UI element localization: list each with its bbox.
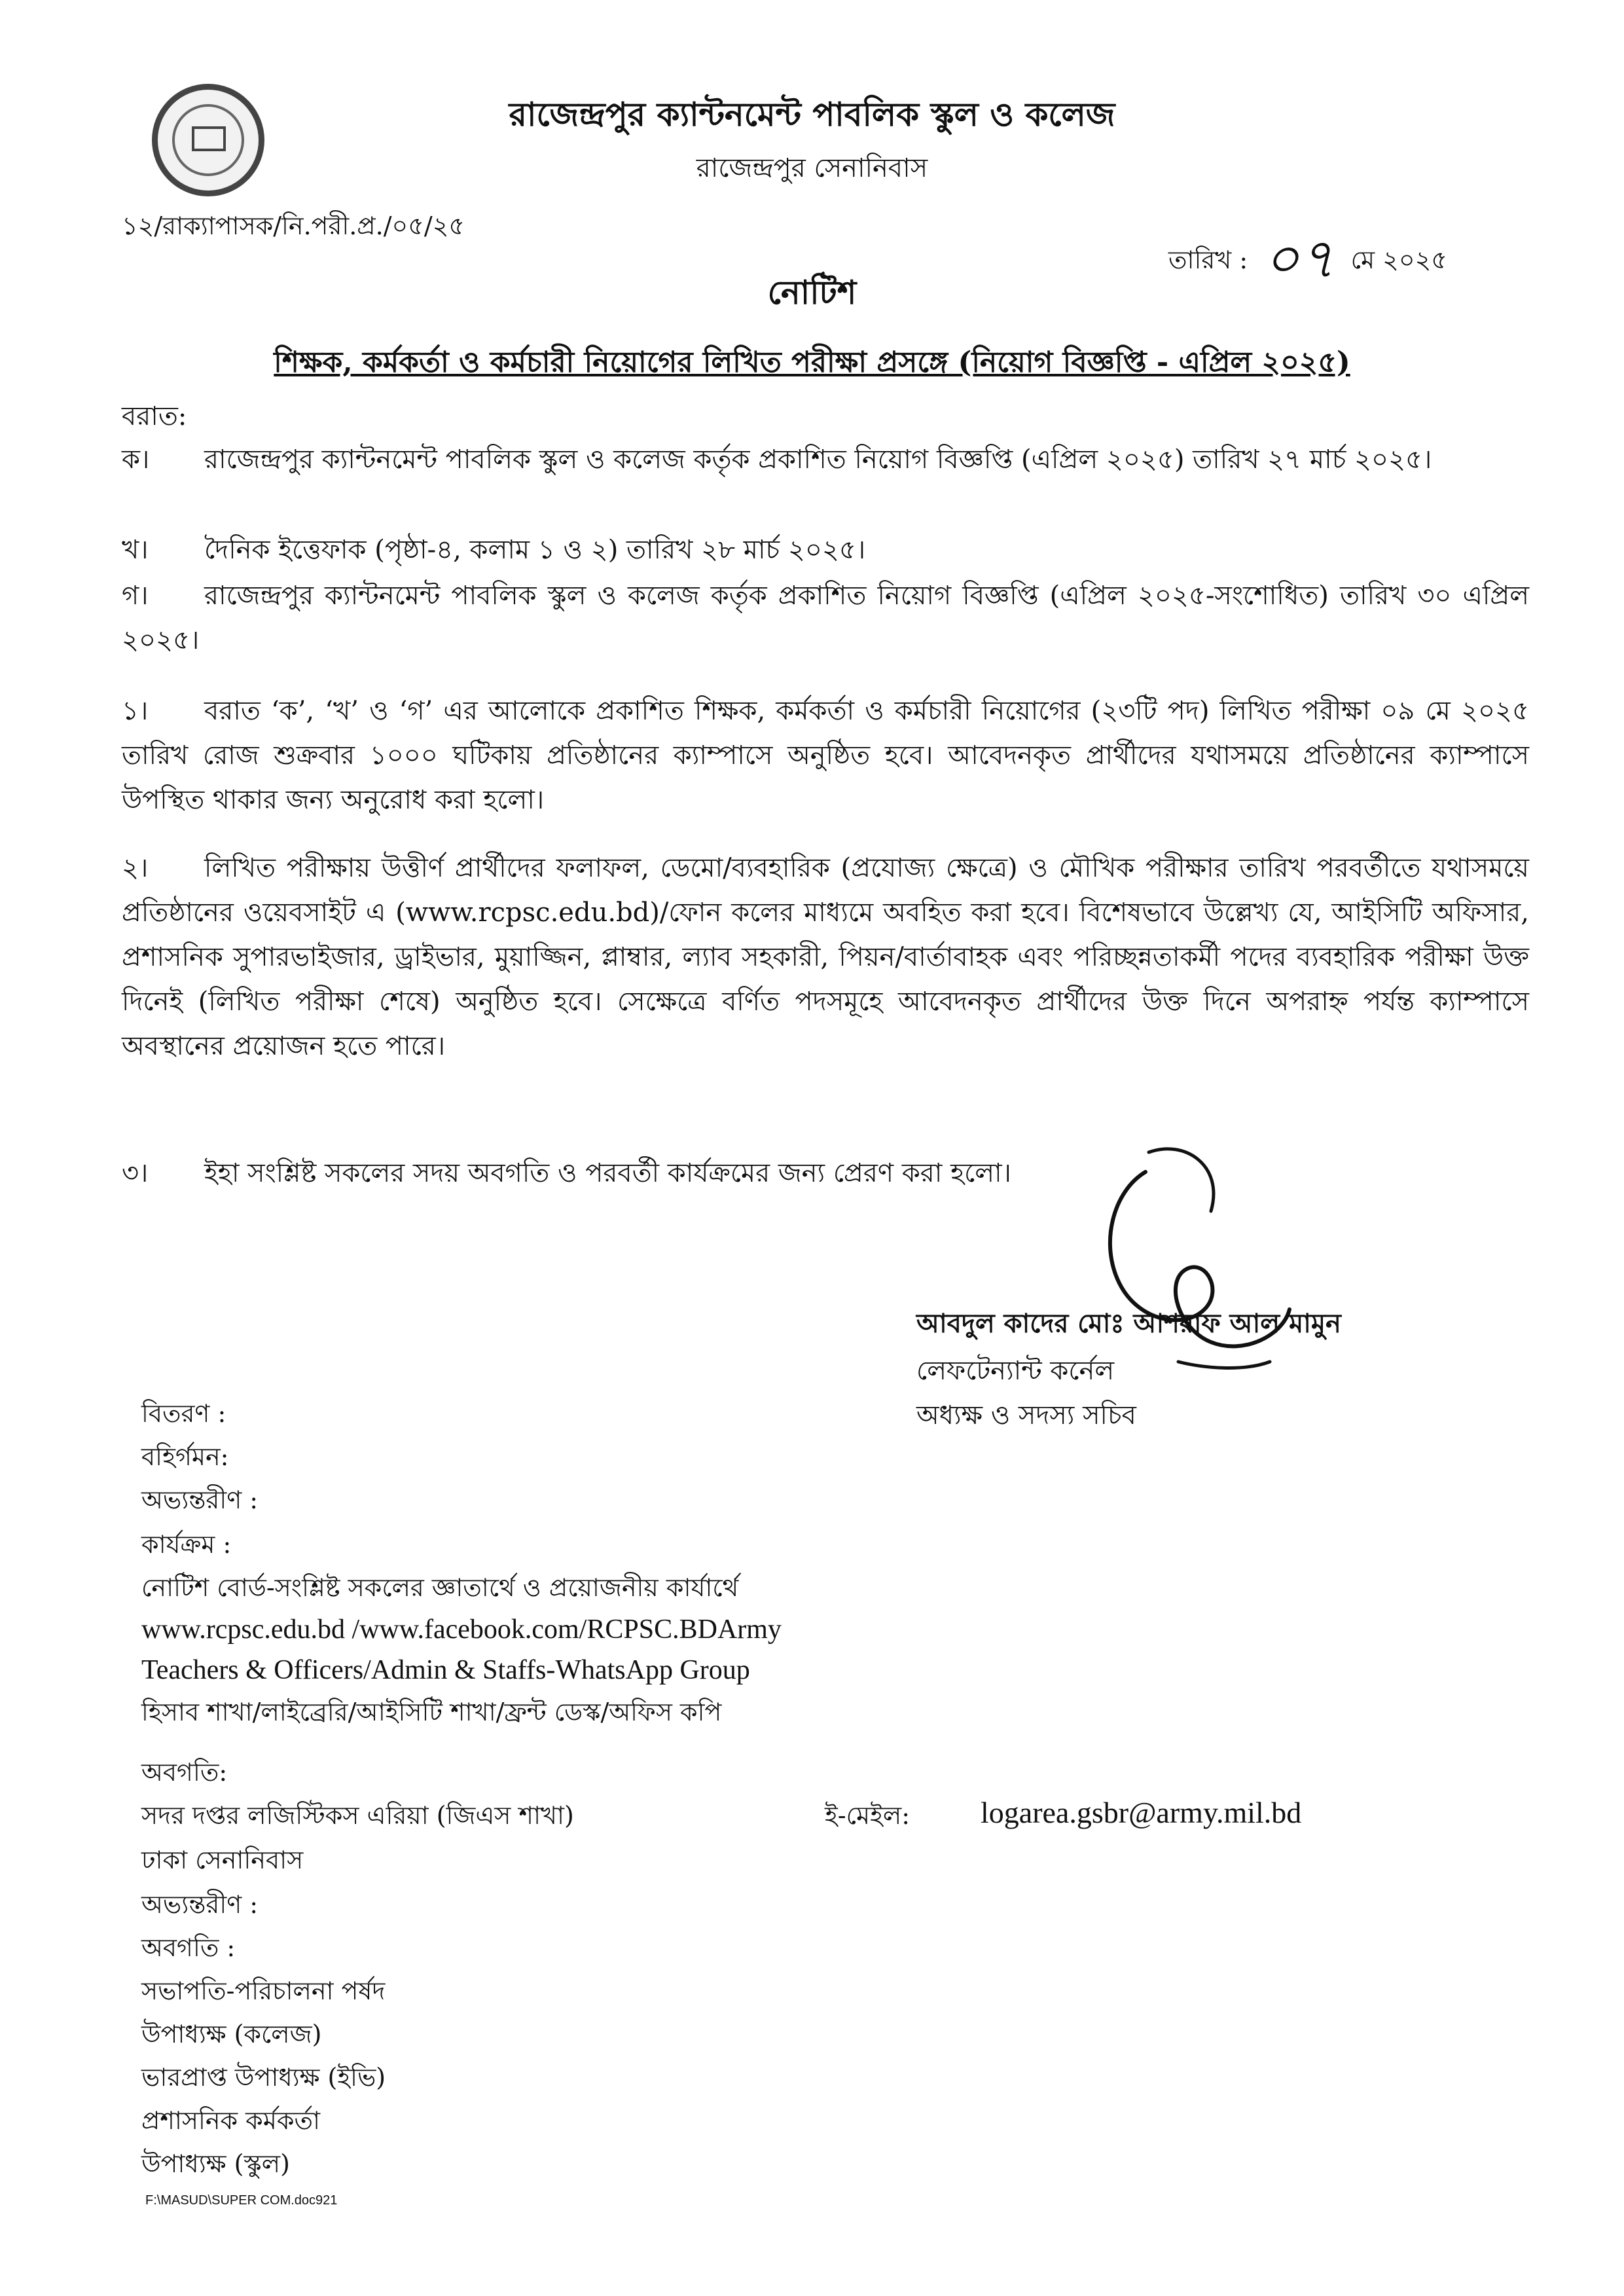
references-label: বরাত: (122, 401, 187, 431)
action-item: হিসাব শাখা/লাইব্রেরি/আইসিটি শাখা/ফ্রন্ট ডেস্ক/অফিস কপি (141, 1698, 722, 1726)
notice-subject: শিক্ষক, কর্মকর্তা ও কর্মচারী নিয়োগের লিখিত পরীক্ষা প্রসঙ্গে (নিয়োগ বিজ্ঞপ্তি - এপ্রিল ২০২৫) (274, 346, 1350, 379)
distribution-external: বহির্গমন: (141, 1442, 229, 1471)
info-item: সদর দপ্তর লজিস্টিকস এরিয়া (জিএস শাখা) (141, 1801, 574, 1830)
reference-number: ১২/রাক্যাপাসক/নি.পরী.প্র./০৫/২৫ (122, 211, 465, 240)
handwritten-signature (1074, 1113, 1322, 1388)
paragraph-marker: ২। (122, 853, 149, 883)
file-path-footer: F:\MASUD\SUPER COM.doc921 (145, 2193, 338, 2208)
reference-marker: গ। (122, 581, 149, 611)
info-item: সভাপতি-পরিচালনা পর্ষদ (141, 1977, 386, 2005)
info-item: ঢাকা সেনানিবাস (141, 1846, 304, 1874)
paragraph-text: বরাত ‘ক’, ‘খ’ ও ‘গ’ এর আলোকে প্রকাশিত শিক্ষক, কর্মকর্তা ও কর্মচারী নিয়োগের (২৩টি পদ) লিখিত পরীক্ষা ০৯ মে ২০২৫ তারিখ রোজ শুক্রবার ১০০০ ঘটিকায় প্রতিষ্ঠানের ক্যাম্পাসে অনুষ্ঠিত হবে। আবেদনকৃত প্রার্থীদের যথাসময়ে প্রতিষ্ঠানের ক্যাম্পাসে উপস্থিত থাকার জন্য অনুরোধ করা হলো। (122, 696, 1529, 815)
internal-label: অভ্যন্তরীণ : (141, 1890, 259, 1919)
info-item: উপাধ্যক্ষ (কলেজ) (141, 2020, 322, 2049)
action-item: Teachers & Officers/Admin & Staffs-WhatsApp Group (141, 1655, 750, 1685)
notice-title: নোটিশ (767, 273, 857, 312)
email-address: logarea.gsbr@army.mil.bd (981, 1796, 1302, 1829)
info-item: উপাধ্যক্ষ (স্কুল) (141, 2149, 290, 2178)
date-month-year: মে ২০২৫ (1350, 246, 1447, 274)
signatory-name: আবদুল কাদের মোঃ আশরাফ আল মামুন (916, 1308, 1341, 1339)
paragraph-marker: ৩। (122, 1158, 149, 1188)
distribution-action-label: কার্যক্রম : (141, 1530, 232, 1559)
reference-text: রাজেন্দ্রপুর ক্যান্টনমেন্ট পাবলিক স্কুল ও কলেজ কর্তৃক প্রকাশিত নিয়োগ বিজ্ঞপ্তি (এপ্রিল ২০২৫-সংশোধিত) তারিখ ৩০ এপ্রিল ২০২৫। (122, 581, 1529, 655)
reference-item (122, 574, 1529, 663)
date-label: তারিখ : (1168, 246, 1248, 274)
institution-location: রাজেন্দ্রপুর সেনানিবাস (696, 153, 928, 183)
reference-item (122, 437, 1529, 482)
action-item: নোটিশ বোর্ড-সংশ্লিষ্ট সকলের জ্ঞাতার্থে ও প্রয়োজনীয় কার্যার্থে (141, 1573, 739, 1602)
email-label: ই-মেইল: (825, 1801, 911, 1830)
info-item: ভারপ্রাপ্ত উপাধ্যক্ষ (ইভি) (141, 2063, 386, 2092)
info-label: অবগতি: (141, 1758, 228, 1787)
paragraph-text: লিখিত পরীক্ষায় উত্তীর্ণ প্রার্থীদের ফলাফল, ডেমো/ব্যবহারিক (প্রযোজ্য ক্ষেত্রে) ও মৌখিক পরীক্ষার তারিখ পরবর্তীতে যথাসময়ে প্রতিষ্ঠানের ওয়েবসাইট এ (www.rcpsc.edu.bd)/ফোন কলের মাধ্যমে অবহিত করা হবে। বিশেষভাবে উল্লেখ্য যে, আইসিটি অফিসার, প্রশাসনিক সুপারভাইজার, ড্রাইভার, মুয়াজ্জিন, প্লাম্বার, ল্যাব সহকারী, পিয়ন/বার্তাবাহক এবং পরিচ্ছন্নতাকর্মী পদের ব্যবহারিক পরীক্ষা উক্ত দিনেই (লিখিত পরীক্ষা শেষে) অনুষ্ঠিত হবে। সেক্ষেত্রে বর্ণিত পদসমূহে আবেদনকৃত প্রার্থীদের উক্ত দিনে অপরাহ্ন পর্যন্ত ক্যাম্পাসে অবস্থানের প্রয়োজন হতে পারে। (122, 853, 1529, 1061)
distribution-internal: অভ্যন্তরীণ : (141, 1485, 259, 1514)
info-label: অবগতি : (141, 1933, 236, 1962)
body-paragraph (122, 689, 1529, 822)
institution-name: রাজেন্দ্রপুর ক্যান্টনমেন্ট পাবলিক স্কুল ও কলেজ (509, 95, 1115, 134)
signatory-rank: লেফটেন্যান্ট কর্নেল (916, 1356, 1115, 1386)
reference-marker: ক। (122, 445, 150, 475)
paragraph-marker: ১। (122, 696, 149, 726)
paragraph-text: ইহা সংশ্লিষ্ট সকলের সদয় অবগতি ও পরবর্তী কার্যক্রমের জন্য প্রেরণ করা হলো। (204, 1158, 1011, 1188)
action-item: www.rcpsc.edu.bd /www.facebook.com/RCPSC.BDArmy (141, 1614, 782, 1645)
distribution-label: বিতরণ : (141, 1399, 226, 1428)
body-paragraph (122, 846, 1529, 1068)
date-day-handwritten: ০৭ (1263, 227, 1335, 291)
reference-text: রাজেন্দ্রপুর ক্যান্টনমেন্ট পাবলিক স্কুল ও কলেজ কর্তৃক প্রকাশিত নিয়োগ বিজ্ঞপ্তি (এপ্রিল ২০২৫) তারিখ ২৭ মার্চ ২০২৫। (204, 445, 1432, 475)
reference-item (122, 528, 1529, 572)
reference-marker: খ। (122, 535, 149, 565)
info-item: প্রশাসনিক কর্মকর্তা (141, 2106, 320, 2135)
reference-text: দৈনিক ইত্তেফাক (পৃষ্ঠা-৪, কলাম ১ ও ২) তারিখ ২৮ মার্চ ২০২৫। (204, 535, 866, 565)
signatory-designation: অধ্যক্ষ ও সদস্য সচিব (916, 1400, 1136, 1430)
